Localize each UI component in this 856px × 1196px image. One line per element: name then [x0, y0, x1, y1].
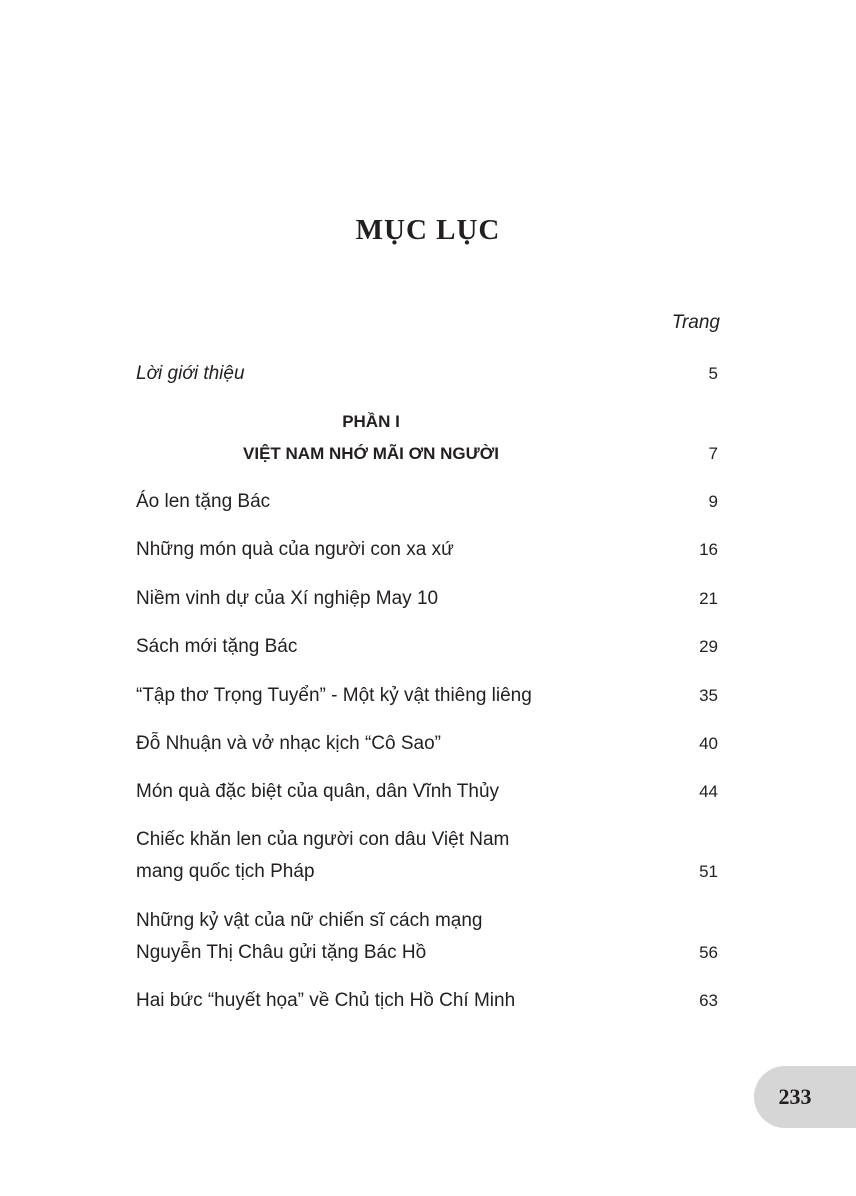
toc-entry-page: 44 [699, 782, 718, 801]
toc-entry-title: “Tập thơ Trọng Tuyển” - Một kỷ vật thiêng liêng [136, 685, 532, 706]
toc-entry-intro[interactable] [136, 358, 718, 390]
toc-part-heading[interactable] [136, 406, 718, 470]
toc-entry-title: Món quà đặc biệt của quân, dân Vĩnh Thủy [136, 781, 500, 802]
part-label: PHẦN I [342, 412, 400, 431]
toc-entry-page: 29 [699, 637, 718, 656]
toc-entry[interactable] [136, 583, 718, 615]
toc-entry-page: 9 [708, 492, 718, 511]
toc-entry[interactable] [136, 905, 718, 969]
toc-entry[interactable] [136, 728, 718, 760]
toc-entry-page: 5 [708, 364, 718, 383]
page-title: MỤC LỤC [355, 214, 501, 246]
toc-entry[interactable] [136, 631, 718, 663]
toc-entry-page: 7 [708, 444, 718, 463]
toc-entry[interactable] [136, 680, 718, 712]
part-title: VIỆT NAM NHỚ MÃI ƠN NGƯỜI [243, 444, 499, 463]
toc-entry-page: 51 [699, 862, 718, 881]
toc-entry[interactable] [136, 534, 718, 566]
toc-entry-title-line1: Chiếc khăn len của người con dâu Việt Nam [136, 829, 510, 850]
toc-entry[interactable] [136, 486, 718, 518]
toc-entry-page: 21 [699, 589, 718, 608]
page-column-label: Trang [671, 312, 720, 333]
toc-entry-title-line2: mang quốc tịch Pháp [136, 861, 315, 882]
toc-entry-title: Đỗ Nhuận và vở nhạc kịch “Cô Sao” [136, 733, 441, 754]
toc-entry-title: Những món quà của người con xa xứ [136, 539, 454, 560]
toc-entry-title: Niềm vinh dự của Xí nghiệp May 10 [136, 588, 439, 609]
toc-entry-title: Áo len tặng Bác [136, 491, 271, 512]
toc-entry-page: 16 [699, 540, 718, 559]
toc-entry-page: 56 [699, 943, 718, 962]
toc-entry[interactable] [136, 776, 718, 808]
toc-entry-title: Hai bức “huyết họa” về Chủ tịch Hồ Chí Minh [136, 990, 516, 1011]
toc-entry-page: 63 [699, 991, 718, 1010]
toc-entry-title: Sách mới tặng Bác [136, 636, 298, 657]
page-number: 233 [778, 1084, 812, 1109]
toc-entry-title: Lời giới thiệu [136, 363, 245, 384]
toc-entry-page: 35 [699, 686, 718, 705]
toc-entry-title-line2: Nguyễn Thị Châu gửi tặng Bác Hồ [136, 942, 427, 963]
toc-entry-title-line1: Những kỷ vật của nữ chiến sĩ cách mạng [136, 910, 483, 931]
toc-entry-page: 40 [699, 734, 718, 753]
toc-entry[interactable] [136, 824, 718, 888]
toc-entry[interactable] [136, 985, 718, 1017]
